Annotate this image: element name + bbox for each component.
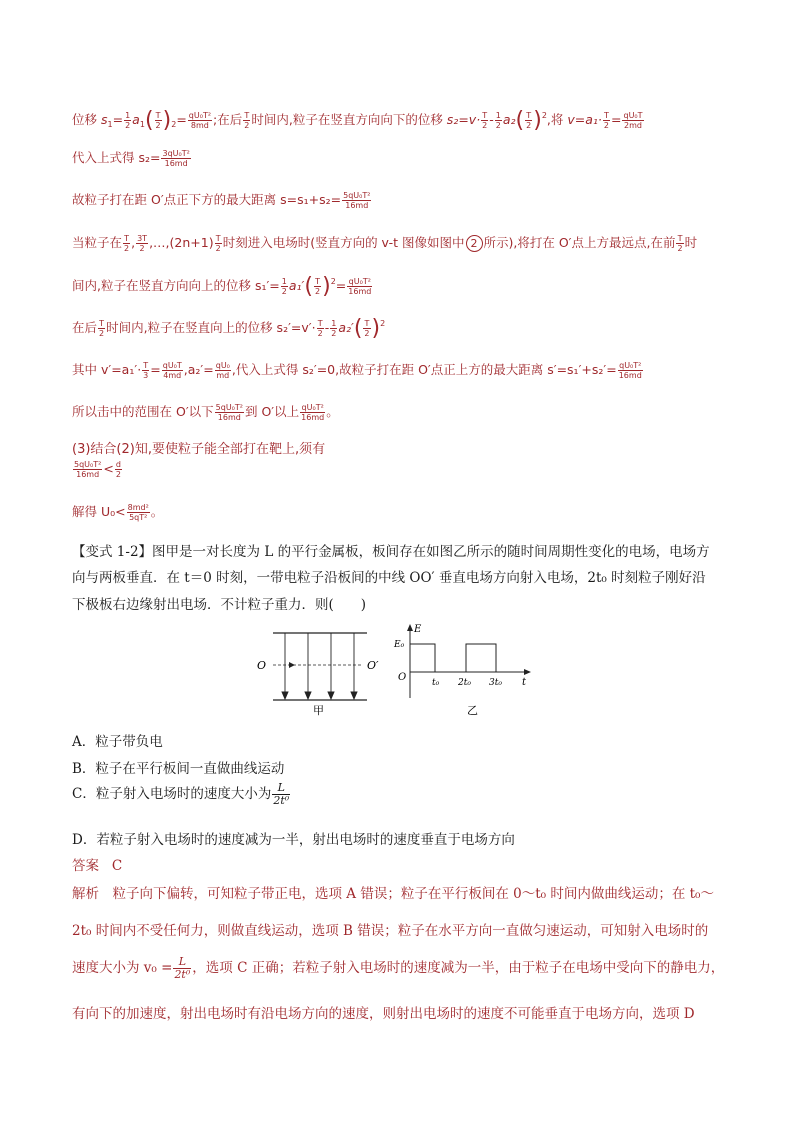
text: a bbox=[132, 112, 140, 127]
fraction: $\frac{1}{2}$ bbox=[331, 319, 337, 338]
text: ,代入上式得 s₂′=0,故粒子打在距 O′点正上方的最大距离 s′=s₁′+s₂′= bbox=[231, 362, 617, 377]
text: 时间内,粒子在竖直方向向下的位移 bbox=[251, 112, 447, 127]
tick-3t0: 3t₀ bbox=[489, 678, 502, 688]
fraction: $\frac{\text{qU₀T}}{2md}$ bbox=[623, 111, 643, 130]
text: 速度大小为 v₀ = bbox=[72, 960, 173, 976]
text: a₂ bbox=[502, 112, 516, 127]
fraction: $\frac{L}{\text{2t⁰}}$ bbox=[273, 781, 290, 807]
analysis-line-1: 解析 粒子向下偏转，可知粒子带正电，选项 A 错误；粒子在平行板间在 0～t₀ 时间内做曲线运动；在 t₀～ bbox=[72, 886, 714, 902]
tick-t0: t₀ bbox=[432, 678, 440, 688]
text: 时间内,粒子在竖直向上的位移 s₂′=v′· bbox=[106, 320, 316, 335]
analysis-line-3 bbox=[72, 956, 724, 981]
option-c bbox=[72, 782, 291, 807]
fraction: $\frac{T}{2}$ bbox=[526, 111, 532, 130]
solution-line-10 bbox=[72, 460, 123, 479]
fraction: $\frac{\text{qU₀T²}}{16md}$ bbox=[348, 277, 372, 296]
text: 所以击中的范围在 O′以下 bbox=[72, 404, 214, 419]
tick-2t0: 2t₀ bbox=[458, 678, 471, 688]
solution-line-9 bbox=[72, 438, 325, 457]
fraction: $\frac{1}{2}$ bbox=[495, 111, 501, 130]
velocity-arrow bbox=[289, 662, 295, 668]
solution-line-5: 间内,粒子在竖直方向向上的位移 s₁′= $\frac{1}{2}$ a₁′( $\frac{T}{2}$ )$^2$= $\frac{\text{qU₀T²}}{16md}$ bbox=[72, 274, 372, 299]
fraction: $\frac{T}{2}$ bbox=[482, 111, 488, 130]
solution-line-1: 位移 $s_1=$ $\frac{1}{2}$ $a_1$( $\frac{T}{2}$ )$_2=$ $\frac{\text{qU₀T²}}{8md}$ ;在后 $\frac{T}{2}$ 时间内,粒子在竖直方向向下的位移 s₂=v· $\frac{T}{2}$ - $\frac{1}{2}$ a₂( $\frac{T}{2}$ )$^2$,将 v=a₁· $\frac{T}{2}$ = $\frac{\text{qU₀T}}{2md}$ bbox=[72, 108, 643, 133]
circled-number: 2 bbox=[466, 235, 483, 252]
fraction: $\frac{T}{2}$ bbox=[99, 319, 105, 338]
analysis-line-2: 2t₀ 时间内不受任何力，则做直线运动，选项 B 错误；粒子在水平方向一直做匀速运动，可知射入电场时的 bbox=[72, 923, 709, 939]
text: 。 bbox=[150, 504, 164, 519]
fraction: $\frac{3T}{2}$ bbox=[137, 234, 148, 253]
text: a₂′ bbox=[338, 320, 354, 335]
fraction: $\frac{\text{5qU₀T²}}{16md}$ bbox=[343, 191, 371, 210]
problem-stem-1: 【变式 1-2】图甲是一对长度为 L 的平行金属板，板间存在如图乙所示的随时间周期性变化的电场，电场方 bbox=[72, 544, 710, 560]
fraction: $\frac{T}{2}$ bbox=[677, 234, 683, 253]
fraction: $\frac{T}{2}$ bbox=[364, 319, 370, 338]
fraction: $\frac{d}{2}$ bbox=[115, 460, 121, 479]
text: 在后 bbox=[72, 320, 98, 335]
fraction: $\frac{T}{2}$ bbox=[155, 111, 161, 130]
fraction: $\frac{\text{5qU₀T²}}{16md}$ bbox=[215, 403, 243, 422]
text: 。 bbox=[326, 404, 339, 419]
caption-yi: 乙 bbox=[467, 704, 478, 717]
fraction: $\frac{\text{8md²}}{\text{5qT²}}$ bbox=[127, 503, 149, 522]
field-waveform bbox=[410, 644, 435, 672]
fraction: $\frac{\text{3qU₀T²}}{16md}$ bbox=[162, 149, 190, 168]
solution-line-6: 在后 $\frac{T}{2}$ 时间内,粒子在竖直向上的位移 s₂′=v′· $\frac{T}{2}$ - $\frac{1}{2}$ a₂′( $\frac{T}{2}$ )$^2$ bbox=[72, 316, 386, 341]
problem-stem-3: 下极板右边缘射出电场．不计粒子重力．则( ) bbox=[72, 597, 367, 613]
field-lines bbox=[282, 633, 357, 699]
text: C．粒子射入电场时的速度大小为 bbox=[72, 786, 272, 802]
fraction: $\frac{T}{2}$ bbox=[244, 111, 250, 130]
label-o-prime: O′ bbox=[367, 659, 379, 672]
fraction: $\frac{T}{3}$ bbox=[143, 361, 149, 380]
fraction: $\frac{T}{2}$ bbox=[317, 319, 323, 338]
figure-yi bbox=[392, 622, 542, 722]
text: 当粒子在 bbox=[72, 235, 123, 250]
text: s bbox=[100, 112, 108, 127]
text: 代入上式得 s₂= bbox=[72, 150, 161, 165]
text: 时 bbox=[684, 235, 698, 250]
analysis-line-4: 有向下的加速度，射出电场时有沿电场方向的速度，则射出电场时的速度不可能垂直于电场方向，选项 D bbox=[72, 1006, 695, 1022]
text: < bbox=[103, 461, 114, 476]
label-e0: E₀ bbox=[394, 640, 405, 650]
solution-line-11 bbox=[72, 502, 163, 522]
caption-jia: 甲 bbox=[313, 704, 324, 717]
text: 故粒子打在距 O′点正下方的最大距离 s=s₁+s₂= bbox=[72, 192, 342, 207]
answer-label: 答案 bbox=[72, 858, 99, 874]
text: ，选项 C 正确；若粒子射入电场时的速度减为一半，由于粒子在电场中受向下的静电力， bbox=[192, 960, 725, 976]
text: 解得 U₀< bbox=[72, 504, 126, 519]
fraction: $\frac{\text{qU₀}}{md}$ bbox=[215, 361, 230, 380]
text: 2 bbox=[171, 120, 177, 129]
text: s₂=v· bbox=[446, 112, 481, 127]
solution-line-2 bbox=[72, 148, 192, 168]
solution-line-3 bbox=[72, 190, 372, 210]
solution-line-4: 当粒子在 $\frac{T}{2}$ , $\frac{3T}{2}$ ,…,(2n+1) $\frac{T}{2}$ 时刻进入电场时(竖直方向的 v-t 图像如图中 2 所示),将打在 O′点上方最远点,在前 $\frac{T}{2}$ 时 bbox=[72, 234, 698, 253]
label-e: E bbox=[414, 624, 422, 635]
text: - bbox=[489, 112, 494, 127]
fraction: $\frac{\text{qU₀T}}{4md}$ bbox=[162, 361, 182, 380]
fraction: $\frac{T}{2}$ bbox=[603, 111, 609, 130]
text: ,a₂′= bbox=[183, 362, 214, 377]
fraction: $\frac{T}{2}$ bbox=[315, 277, 321, 296]
fraction: $\frac{L}{\text{2t⁰}}$ bbox=[174, 955, 191, 981]
label-o: O bbox=[257, 659, 267, 672]
text: ;在后 bbox=[213, 112, 243, 127]
fraction: $\frac{1}{2}$ bbox=[281, 277, 287, 296]
label-origin: O bbox=[398, 672, 407, 683]
text: (3)结合(2)知,要使粒子能全部打在靶上,须有 bbox=[72, 442, 326, 457]
fraction: $\frac{\text{5qU₀T²}}{16md}$ bbox=[74, 460, 102, 479]
text: = bbox=[112, 112, 124, 127]
label-t: t bbox=[522, 677, 527, 688]
fraction: $\frac{\text{qU₀T²}}{8md}$ bbox=[188, 111, 212, 130]
text: 到 O′以上 bbox=[244, 404, 300, 419]
text: v=a₁· bbox=[567, 112, 602, 127]
fraction: $\frac{T}{2}$ bbox=[124, 234, 130, 253]
answer-value: C bbox=[111, 858, 123, 874]
option-a: A．粒子带负电 bbox=[72, 734, 163, 750]
text: ,…,(2n+1) bbox=[149, 235, 214, 250]
fraction: $\frac{\text{qU₀T²}}{16md}$ bbox=[618, 361, 642, 380]
answer bbox=[72, 854, 122, 874]
text: 时刻进入电场时(竖直方向的 v-t 图像如图中 bbox=[222, 235, 465, 250]
text: 其中 v′=a₁′· bbox=[72, 362, 142, 377]
fraction: $\frac{1}{2}$ bbox=[125, 111, 131, 130]
field-waveform-2 bbox=[466, 644, 496, 672]
solution-line-7: 其中 v′=a₁′· $\frac{T}{3}$ = $\frac{\text{qU₀T}}{4md}$ ,a₂′= $\frac{\text{qU₀}}{md}$ ,代入上式得 s₂′=0,故粒子打在距 O′点正上方的最大距离 s′=s₁′+s₂′= $\frac{\text{qU₀T²}}{16md}$ bbox=[72, 361, 642, 380]
fraction: $\frac{T}{2}$ bbox=[215, 234, 221, 253]
text: 间内,粒子在竖直方向向上的位移 s₁′= bbox=[72, 278, 280, 293]
fraction: $\frac{\text{qU₀T²}}{16md}$ bbox=[301, 403, 325, 422]
solution-line-8 bbox=[72, 402, 339, 422]
problem-stem-2: 向与两板垂直．在 t＝0 时刻，一带电粒子沿板间的中线 OO′ 垂直电场方向射入电场，2t₀ 时刻粒子刚好沿 bbox=[72, 570, 706, 586]
figure-jia bbox=[255, 628, 380, 718]
option-b: B．粒子在平行板间一直做曲线运动 bbox=[72, 761, 285, 777]
text: a₁′ bbox=[288, 278, 305, 293]
text: 将 bbox=[550, 112, 568, 127]
text: 位移 bbox=[72, 112, 101, 127]
text: 所示),将打在 O′点上方最远点,在前 bbox=[483, 235, 676, 250]
option-d: D．若粒子射入电场时的速度减为一半，射出电场时的速度垂直于电场方向 bbox=[72, 832, 515, 848]
